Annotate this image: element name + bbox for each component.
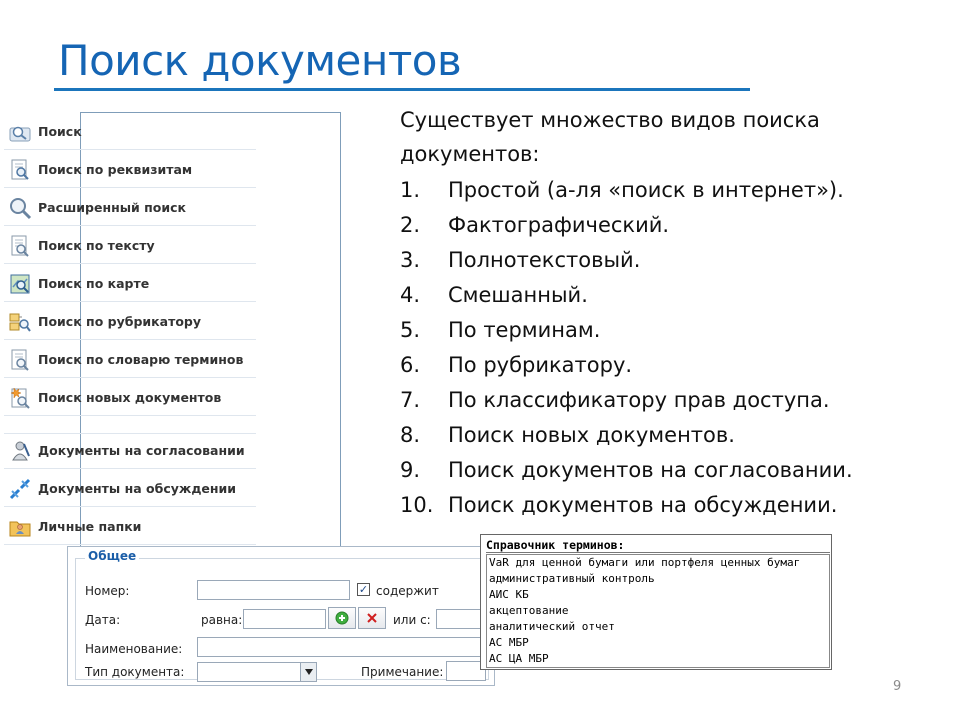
title-underline <box>54 88 750 91</box>
new-documents-search-icon <box>8 386 32 410</box>
menu-item-label: Документы на согласовании <box>38 443 245 458</box>
list-item[interactable]: АС ЦА МБР <box>489 652 549 665</box>
menu-item-label: Поиск новых документов <box>38 390 222 405</box>
name-label: Наименование: <box>85 642 183 656</box>
menu-item-approval-documents[interactable] <box>4 433 256 469</box>
menu-item-search-new-documents[interactable] <box>4 380 256 416</box>
list-item-text: Поиск документов на согласовании. <box>448 457 853 482</box>
list-item-number: 4. <box>400 282 421 307</box>
date-label: Дата: <box>85 613 121 627</box>
menu-item-label: Поиск по словарю терминов <box>38 352 244 367</box>
menu-item-label: Поиск по карте <box>38 276 150 291</box>
rubricator-search-icon <box>8 310 32 334</box>
close-icon <box>366 612 378 624</box>
list-item-text: По терминам. <box>448 317 601 342</box>
list-item-text: Простой (а-ля «поиск в интернет»). <box>448 177 844 202</box>
list-item <box>400 277 920 312</box>
list-item-text: По классификатору прав доступа. <box>448 387 830 412</box>
number-input[interactable] <box>197 580 350 600</box>
list-item-number: 5. <box>400 317 421 342</box>
list-item <box>400 207 920 242</box>
personal-folders-icon <box>8 515 32 539</box>
name-input[interactable] <box>197 637 486 657</box>
contains-label: содержит <box>376 584 439 598</box>
map-search-icon <box>8 272 32 296</box>
large-magnifier-icon <box>8 196 32 220</box>
menu-item-personal-folders[interactable] <box>4 509 256 545</box>
search-types-list <box>400 172 920 522</box>
list-item[interactable]: АС МБР <box>489 636 529 649</box>
list-item-text: По рубрикатору. <box>448 352 633 377</box>
chevron-down-icon <box>305 669 313 675</box>
list-item <box>400 242 920 277</box>
discussion-documents-icon <box>8 477 32 501</box>
list-item-text: Фактографический. <box>448 212 670 237</box>
list-item <box>400 487 920 522</box>
slide-title: Поиск документов <box>58 36 462 85</box>
list-item[interactable]: VaR для ценной бумаги или портфеля ценных бумаг <box>489 556 801 569</box>
menu-item-label: Документы на обсуждении <box>38 481 237 496</box>
list-item[interactable]: АИС КБ <box>489 588 529 601</box>
list-item <box>400 172 920 207</box>
list-item <box>400 452 920 487</box>
equals-label: равна: <box>201 613 243 627</box>
menu-item-label: Поиск по реквизитам <box>38 162 193 177</box>
list-item-number: 8. <box>400 422 421 447</box>
document-type-label: Тип документа: <box>85 665 185 679</box>
menu-item-advanced-search[interactable] <box>4 190 256 226</box>
list-item-number: 10. <box>400 492 434 517</box>
contains-checkbox[interactable] <box>357 583 370 596</box>
list-item-number: 2. <box>400 212 421 237</box>
fieldset-legend: Общее <box>85 549 139 563</box>
dictionary-header: Справочник терминов: <box>486 538 830 553</box>
menu-item-label: Поиск по тексту <box>38 238 155 253</box>
or-from-label: или с: <box>393 613 431 627</box>
list-item-text: Поиск новых документов. <box>448 422 735 447</box>
intro-text: Существует множество видов поиска документов: <box>400 108 820 166</box>
add-date-button[interactable] <box>328 607 356 629</box>
dictionary-terms-list[interactable] <box>486 554 830 668</box>
menu-item-label: Поиск по рубрикатору <box>38 314 202 329</box>
number-label: Номер: <box>85 584 130 598</box>
text-search-icon <box>8 234 32 258</box>
list-item[interactable]: административный контроль <box>489 572 655 585</box>
menu-item-search-by-rubricator[interactable] <box>4 304 256 340</box>
list-item[interactable]: аналитический отчет <box>489 620 615 633</box>
menu-item-label: Расширенный поиск <box>38 200 187 215</box>
magnifier-icon <box>8 120 32 144</box>
clear-date-button[interactable] <box>358 607 386 629</box>
dropdown-arrow[interactable] <box>300 663 316 681</box>
document-search-icon <box>8 158 32 182</box>
list-item-number: 6. <box>400 352 421 377</box>
add-icon <box>335 611 349 625</box>
list-item-number: 3. <box>400 247 421 272</box>
menu-item-search-by-text[interactable] <box>4 228 256 264</box>
date-input[interactable] <box>243 609 326 629</box>
list-item-number: 1. <box>400 177 421 202</box>
document-type-select[interactable] <box>197 662 317 682</box>
list-item <box>400 417 920 452</box>
menu-item-label: Поиск <box>38 124 82 139</box>
list-item <box>400 312 920 347</box>
list-item[interactable]: акцептование <box>489 604 569 617</box>
list-item-number: 9. <box>400 457 421 482</box>
list-item-text: Полнотекстовый. <box>448 247 641 272</box>
menu-item-discussion-documents[interactable] <box>4 471 256 507</box>
list-item-text: Поиск документов на обсуждении. <box>448 492 838 517</box>
menu-item-search-by-dictionary[interactable] <box>4 342 256 378</box>
menu-item-search-by-attributes[interactable] <box>4 152 256 188</box>
check-mark-icon: ✓ <box>358 583 369 596</box>
page-number: 9 <box>893 679 902 694</box>
dictionary-search-icon <box>8 348 32 372</box>
menu-item-search[interactable] <box>4 114 256 150</box>
date-from-input[interactable] <box>436 609 486 629</box>
approval-documents-icon <box>8 439 32 463</box>
list-item <box>400 347 920 382</box>
list-item-number: 7. <box>400 387 421 412</box>
menu-item-label: Личные папки <box>38 519 142 534</box>
list-item-text: Смешанный. <box>448 282 588 307</box>
menu-item-search-by-map[interactable] <box>4 266 256 302</box>
list-item <box>400 382 920 417</box>
note-label: Примечание: <box>361 665 444 679</box>
